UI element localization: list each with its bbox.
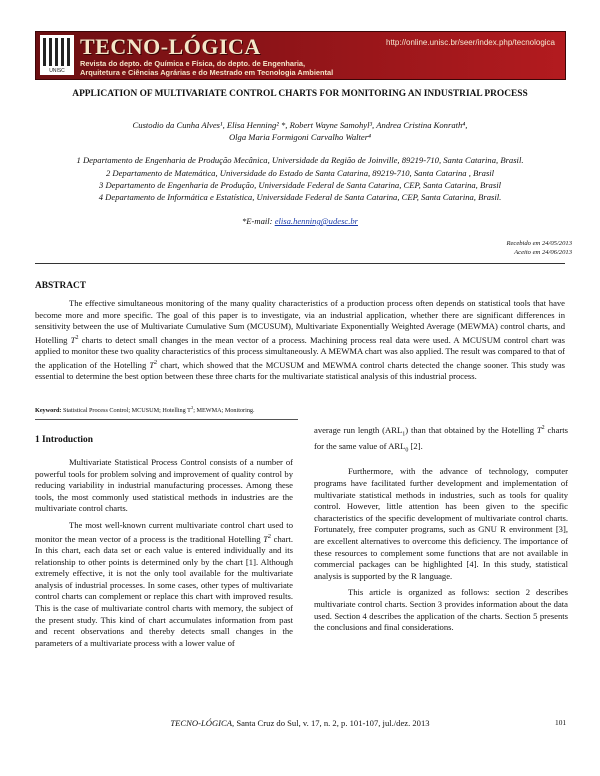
keywords-label: Keyword: (35, 407, 62, 415)
header-divider (35, 263, 565, 264)
abstract-heading: ABSTRACT (35, 281, 87, 291)
contact-email-line (0, 216, 600, 226)
abstract-text: The effective simultaneous monitoring of the many quality characteristics of a production process often depends on statistical tools that have become more and more specific. The goal of this paper is to investigate, via an industrial application, whether there are significant differences in sensitivity between the use of Multivariate Cumulative Sum (MCUSUM), Multivariate Exponentially Weighted Average (MEWMA) control charts, and Hotelling $T^2$ charts to detect small changes in the mean vector of a process. Machining process real data were used. A MCUSUM control chart was applied to monitor these two quality characteristics of this process simultaneously. A MEWMA chart was also applied. The result was compared to that of the application of the Hotelling $T^2$ chart, which showed that the MCUSUM and MEWMA control charts detected the change sooner. This study was essential to determine the best option between these three charts for the multivariate statistical analysis of this industrial process. (35, 298, 565, 382)
footer-citation: , Santa Cruz do Sul, v. 17, n. 2, p. 101-107, jul./dez. 2013 (232, 718, 430, 728)
journal-brand: TECNO-LÓGICA (80, 34, 261, 59)
email-label: *E-mail: (241, 216, 275, 226)
keywords-divider (35, 419, 298, 420)
unisc-logo (40, 35, 74, 75)
affiliation-2: 2 Departamento de Matemática, Universidade do Estado de Santa Catarina, 89219-710, Santa Catarina , Brasil (105, 168, 495, 178)
journal-url[interactable]: http://online.unisc.br/seer/index.php/tecnologica (386, 38, 555, 47)
journal-tagline-1: Revista do depto. de Química e Física, do depto. de Engenharia, (80, 59, 306, 68)
intro-paragraph-4: This article is organized as follows: section 2 describes multivariate control charts. Section 3 provides information about the data used. Section 4 describes the application of the charts. Section 5 presents the conclusions and final considerations. (314, 587, 568, 633)
email-link[interactable]: elisa.henning@udesc.br (274, 216, 359, 226)
intro-paragraph-1: Multivariate Statistical Process Control consists of a number of powerful tools for problem solving and improvement of quality control by reducing variability in industrial manufacturing processes. Among these tools, the most commonly used statistical methods in industries are the multivariate control charts. (35, 457, 293, 514)
page-footer (0, 718, 600, 728)
logo-label: UNISC (49, 68, 65, 74)
intro-paragraph-3: Furthermore, with the advance of technology, computer programs have facilitated further development and implementation of multivariate statistical methods in industries, such as tools for quality control. However, little attention has been given to the specific characteristics of the specific development of multivariate control charts. Fortunately, free computer programs, such as GNU R environment [3], are excellent alternatives to overcome this deficiency. The importance of these resources to complement some functions that are not available in commercial packages can be highlighted [4]. In this study, statistical analysis is supported by the R language. (314, 466, 568, 581)
intro-right-column (314, 423, 568, 634)
affiliation-4: 4 Departamento de Informática e Estatística, Universidade Federal de Santa Catarina, CEP, Santa Catarina, Brasil. (98, 192, 502, 202)
footer-journal: TECNO-LÓGICA (170, 718, 233, 728)
intro-paragraph-2-cont: average run length $(ARL_1)$ than that obtained by the Hotelling $T^2$ charts for the same value of $ARL_0$ [2]. (314, 424, 568, 454)
logo-grid-icon (43, 38, 71, 66)
accepted-date: Aceito em 24/06/2013 (514, 249, 572, 256)
intro-heading: 1 Introduction (35, 435, 93, 445)
affiliation-1: 1 Departamento de Engenharia de Produção Mecânica, Universidade da Região de Joinville, 89219-710, Santa Catarina, Brasil. (76, 155, 524, 165)
journal-banner (35, 31, 566, 80)
authors-line-2: Olga Maria Formigoni Carvalho Walter⁴ (228, 132, 372, 142)
keywords-line: Keyword: Statistical Process Control; MCUSUM; Hotelling $T^2$; MEWMA; Monitoring. (35, 405, 255, 415)
paper-title: APPLICATION OF MULTIVARIATE CONTROL CHARTS FOR MONITORING AN INDUSTRIAL PROCESS (72, 89, 528, 99)
intro-paragraph-2: The most well-known current multivariate control chart used to monitor the mean vector of a process is the traditional Hotelling $T^2$ chart. In this chart, each data set or each value is entered individually and its relationship to other points is determined only by the chart [1]. Although extremely effective, it is not the only tool available for the multivariate analysis of industrial processes. In some cases, other types of multivariate control charts can complement or replace this chart with improved results. This is the case of multivariate control charts with memory, the subject of the present study. This kind of chart accumulates information from past and recent observations and thereby detects small changes in the parameters of a multivariate process with a lower value of (35, 519, 293, 648)
intro-left-column (35, 457, 293, 649)
page-number: 101 (555, 718, 567, 727)
affiliation-3: 3 Departamento de Engenharia de Produção, Universidade Federal de Santa Catarina, CEP, Santa Catarina, Brasil (99, 180, 501, 190)
journal-tagline-2: Arquitetura e Ciências Agrárias e do Mestrado em Tecnologia Ambiental (80, 68, 334, 77)
authors-line-1: Custodio da Cunha Alves¹, Elisa Henning² *, Robert Wayne Samohyl³, Andrea Cristina Konrath⁴, (132, 120, 468, 130)
received-date: Recebido em 24/05/2013 (506, 240, 572, 247)
